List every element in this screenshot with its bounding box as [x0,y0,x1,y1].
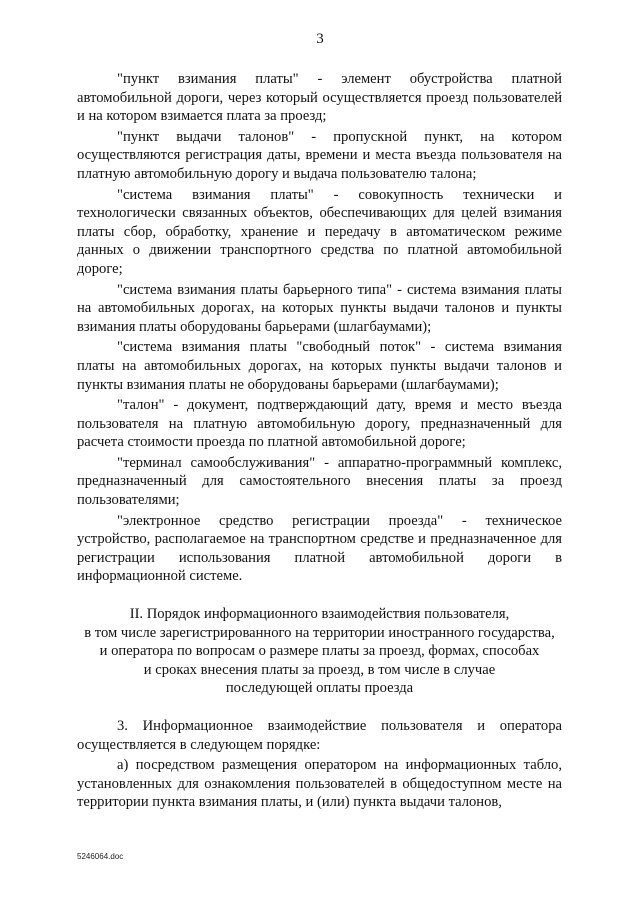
section-heading-line: и сроках внесения платы за проезд, в том числе в случае [143,661,496,678]
document-filename: 5246064.doc [77,852,124,861]
section-paragraph: 3. Информационное взаимодействие пользователя и оператора осуществляется в следующем порядке: [77,718,562,753]
section-heading-line: II. Порядок информационного взаимодействия пользователя, [129,606,510,623]
definition-paragraph: "пункт взимания платы" - элемент обустройства платной автомобильной дороги, через который осуществляется проезд пользователей и на котором взимается плата за проезд; [77,71,562,125]
section-heading-line: в том числе зарегистрированного на территории иностранного государства, [84,624,555,641]
section-heading [77,605,562,698]
section-paragraph: а) посредством размещения оператором на информационных табло, установленных для ознакомления пользователей в общедоступном месте на территории пункта взимания платы, и (или) пункта выдачи талонов, [77,757,562,811]
document-body [77,70,562,814]
section-heading-line: и оператора по вопросам о размере платы за проезд, формах, способах [99,643,540,660]
definition-paragraph: "система взимания платы "свободный поток" - система взимания платы на автомобильных дорогах, на которых пункты выдачи талонов и пункты взимания платы не оборудованы барьерами (шлагбаумами); [77,339,562,393]
definition-paragraph: "пункт выдачи талонов" - пропускной пункт, на котором осуществляются регистрация даты, времени и места въезда пользователя на платную автомобильную дорогу и выдача пользователю талона; [77,128,562,182]
definition-paragraph: "терминал самообслуживания" - аппаратно-программный комплекс, предназначенный для самостоятельного внесения платы за проезд пользователями; [77,454,562,509]
definition-paragraph: "талон" - документ, подтверждающий дату, время и место въезда пользователя на платную автомобильную дорогу, предназначенный для расчета стоимости проезда по платной автомобильной дороге; [77,397,562,451]
definition-paragraph: "электронное средство регистрации проезда" - техническое устройство, располагаемое на транспортном средстве и предназначенное для регистрации использования платной автомобильной дороги в информационной системе. [77,512,562,585]
definition-paragraph: "система взимания платы" - совокупность технически и технологически связанных объектов, обеспечивающих для целей взимания платы сбор, обработку, хранение и передачу в автоматическом режиме данных о движении транспортного средства по платной автомобильной дороге; [77,186,562,277]
definition-paragraph: "система взимания платы барьерного типа" - система взимания платы на автомобильных дорогах, на которых пункты выдачи талонов и пункты взимания платы оборудованы барьерами (шлагбаумами); [77,281,562,335]
section-heading-line: последующей оплаты проезда [225,680,414,697]
page-number: 3 [316,31,324,47]
